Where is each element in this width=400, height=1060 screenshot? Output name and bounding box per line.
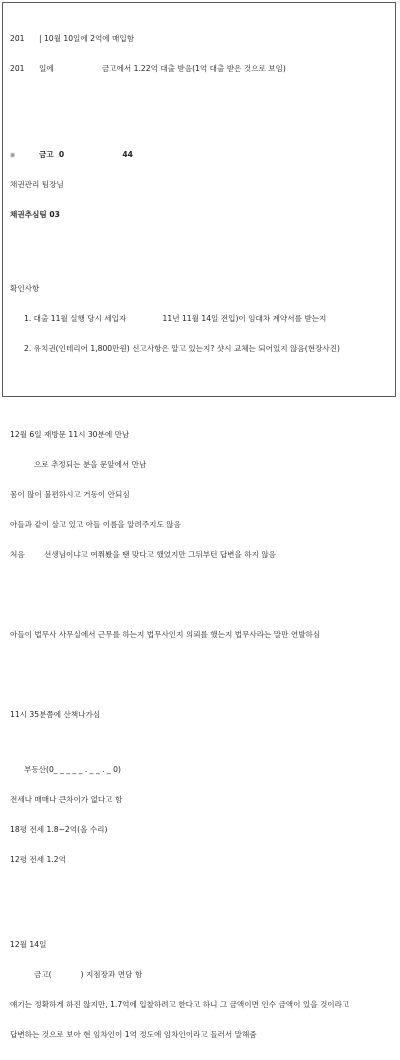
- header-line-1: 201 | 10월 10일에 2억에 매입함: [10, 34, 135, 44]
- redacted-phone: [64, 150, 122, 159]
- document-body: [10, 6, 395, 1060]
- contact-line-1-suffix: 44: [122, 150, 133, 160]
- meeting-line-4: 답변하는 것으로 보아 현 임차인이 1억 정도에 임차인이라고 들러서 말해줌: [10, 1030, 257, 1040]
- son-line-1: 아들이 법무사 사무실에서 근무를 하는지 법무사인지 의뢰를 했는지 법무사라는 말만 연발하심: [10, 629, 321, 639]
- agent-line-1: 11시 35분쯤에 산책나가심: [10, 709, 101, 719]
- agent-line-5: 12평 전세 1.2억: [10, 854, 66, 864]
- contact-line-3: 채권추심팀 03: [10, 210, 60, 220]
- contact-line-1-prefix: 금고 0: [38, 150, 65, 160]
- check-item-1: 1. 대출 11월 실행 당시 세입자 11년 11월 14일 전입)이 임대차 계약서를 받는지: [24, 314, 327, 324]
- meeting-line-3: 얘기는 정확하게 하진 않지만, 1.7억에 입찰하려고 한다고 하니 그 금액이면 인수 금액이 있을 것이라고: [10, 1000, 350, 1010]
- agent-line-3: 전세나 매매나 큰차이가 없다고 함: [10, 794, 123, 804]
- contact-line-2: 채권관리 팀장님: [10, 180, 64, 190]
- contact-line-1: [10, 150, 395, 161]
- check-title: 확인사항: [10, 284, 40, 294]
- meeting-line-2: 금고( ) 지점장과 면담 함: [34, 970, 143, 980]
- redacted-mark: ▪: [10, 150, 39, 160]
- visit-line-5: 처음 선생님이냐고 여쭤봤을 땐 맞다고 했었지만 그뒤부턴 답변을 하지 않음: [10, 549, 277, 559]
- header-line-2: 201 일에 금고에서 1.22억 대출 받음(1억 대출 받은 것으로 보임): [10, 64, 286, 74]
- visit-line-4: 아들과 같이 살고 있고 아들 이름을 알려주지도 않음: [10, 519, 181, 529]
- visit-line-1: 12월 6일 재방문 11시 30분에 만남: [10, 430, 130, 440]
- meeting-line-1: 12월 14일: [10, 940, 47, 950]
- check-item-2: 2. 유치권(인테리어 1,800만원) 신고사항은 알고 있는지? 샷시 교체는 되어있지 않음(현장사진): [24, 344, 340, 354]
- agent-line-2: 부동산(0_ _ _ _ _ . _ _ . _ 0): [24, 764, 121, 774]
- visit-line-2: 으로 추정되는 분을 문앞에서 만남: [34, 459, 147, 469]
- visit-line-3: 몸이 많이 불편하시고 거동이 안되심: [10, 489, 130, 499]
- agent-line-4: 18평 전세 1.8~2억(올 수리): [10, 824, 108, 834]
